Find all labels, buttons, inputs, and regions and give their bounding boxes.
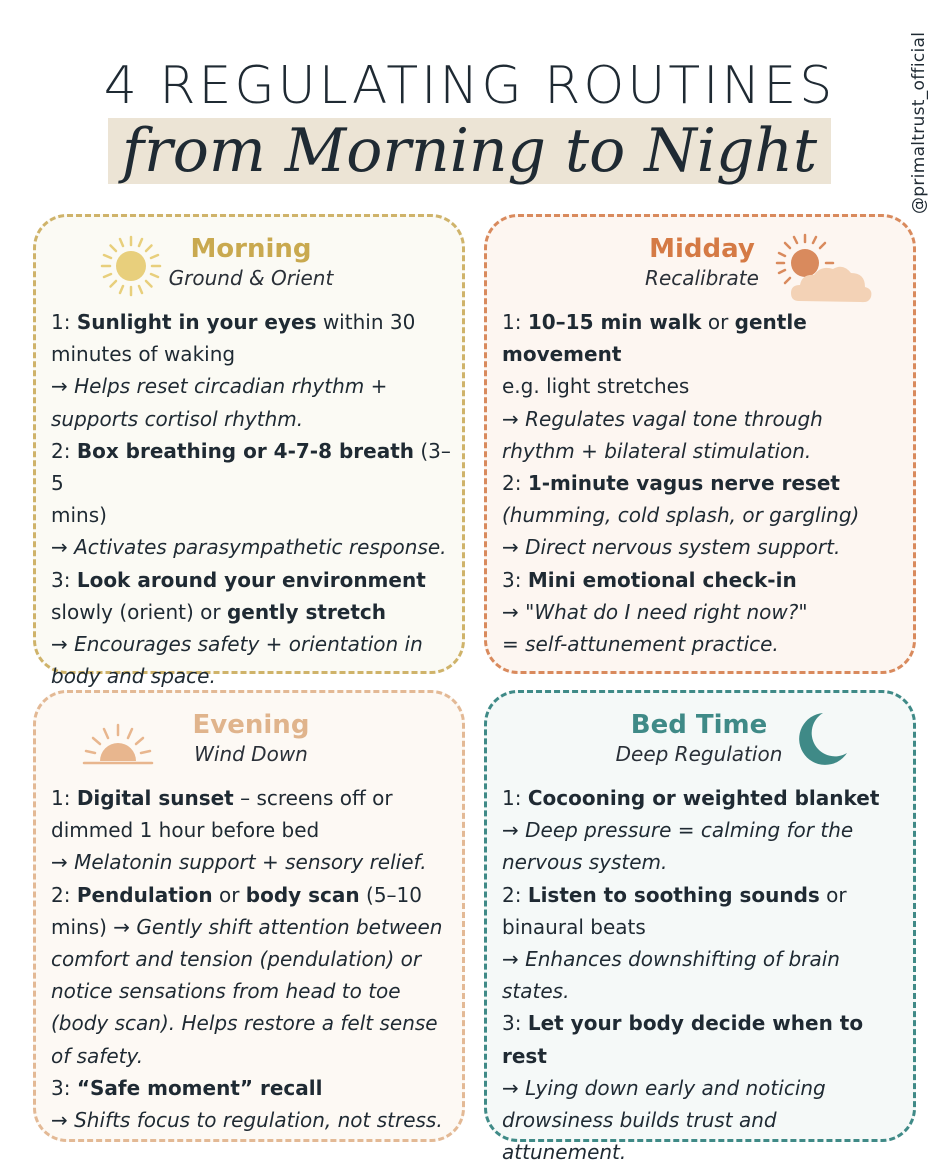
title-line-2-wrap bbox=[0, 118, 939, 184]
handle-text: @primaltrust_official bbox=[909, 31, 929, 214]
bedtime-title: Bed Time bbox=[630, 710, 768, 740]
title-line-2: from Morning to Night bbox=[108, 118, 831, 184]
bedtime-list bbox=[502, 782, 905, 1168]
evening-list bbox=[51, 782, 454, 1136]
list-line: dimmed 1 hour before bed bbox=[51, 818, 320, 843]
list-line: → "What do I need right now?" bbox=[502, 599, 808, 624]
card-midday bbox=[484, 214, 916, 674]
title-line-1: 4 REGULATING ROUTINES bbox=[103, 56, 836, 116]
list-line: (body scan). Helps restore a felt sense bbox=[51, 1011, 438, 1036]
list-line: 1: Digital sunset – screens off or bbox=[51, 786, 393, 810]
list-line: notice sensations from head to toe bbox=[51, 979, 401, 1004]
list-line: → Shifts focus to regulation, not stress. bbox=[51, 1108, 443, 1133]
list-line: → Direct nervous system support. bbox=[502, 535, 841, 560]
list-line: e.g. light stretches bbox=[502, 374, 690, 399]
list-line: nervous system. bbox=[502, 850, 668, 875]
sun-icon bbox=[98, 233, 164, 299]
list-line: drowsiness builds trust and bbox=[502, 1108, 777, 1133]
list-line: states. bbox=[502, 979, 570, 1004]
list-line: supports cortisol rhythm. bbox=[51, 406, 304, 431]
list-line: 2: 1-minute vagus nerve reset bbox=[502, 471, 840, 496]
card-bedtime bbox=[484, 690, 916, 1165]
list-line: → Deep pressure = calming for the bbox=[502, 818, 854, 843]
card-morning bbox=[33, 214, 465, 689]
list-line: (humming, cold splash, or gargling) bbox=[502, 503, 860, 528]
midday-header bbox=[627, 233, 777, 291]
evening-title: Evening bbox=[192, 710, 310, 740]
evening-subtitle: Wind Down bbox=[194, 742, 308, 766]
bedtime-subtitle: Deep Regulation bbox=[615, 742, 783, 766]
list-line: → Helps reset circadian rhythm + bbox=[51, 374, 388, 399]
midday-title: Midday bbox=[649, 234, 755, 264]
list-line: = self-attunement practice. bbox=[502, 632, 779, 657]
bedtime-header bbox=[599, 709, 799, 767]
morning-title: Morning bbox=[190, 234, 312, 264]
list-line: of safety. bbox=[51, 1043, 144, 1068]
midday-subtitle: Recalibrate bbox=[645, 266, 759, 290]
sun-cloud-icon bbox=[769, 229, 881, 309]
card-evening bbox=[33, 690, 465, 1142]
list-line: binaural beats bbox=[502, 914, 646, 939]
list-line: → Enhances downshifting of brain bbox=[502, 947, 840, 972]
midday-list bbox=[502, 306, 905, 660]
list-line: 2: Box breathing or 4-7-8 breath (3–5 bbox=[51, 438, 451, 496]
list-line: → Activates parasympathetic response. bbox=[51, 535, 447, 560]
list-line: → Encourages safety + orientation in bbox=[51, 632, 423, 657]
list-line: 1: 10–15 min walk or gentle movement bbox=[502, 310, 807, 367]
list-line: rhythm + bilateral stimulation. bbox=[502, 438, 812, 463]
list-line: 2: Pendulation or body scan (5–10 bbox=[51, 882, 422, 907]
list-line: comfort and tension (pendulation) or bbox=[51, 947, 422, 972]
list-line: 2: Listen to soothing sounds or bbox=[502, 882, 847, 907]
list-line: 3: Mini emotional check-in bbox=[502, 567, 797, 592]
list-line: mins) → Gently shift attention between bbox=[51, 914, 443, 939]
list-line: 3: “Safe moment” recall bbox=[51, 1075, 323, 1100]
list-line: → Lying down early and noticing bbox=[502, 1075, 826, 1100]
sunset-icon bbox=[82, 721, 154, 767]
moon-icon bbox=[793, 709, 849, 769]
morning-header bbox=[156, 233, 346, 291]
list-line: attunement. bbox=[502, 1140, 627, 1165]
morning-subtitle: Ground & Orient bbox=[168, 266, 334, 290]
list-line: → Regulates vagal tone through bbox=[502, 406, 823, 431]
list-line: body and space. bbox=[51, 664, 216, 689]
list-line: 1: Sunlight in your eyes within 30 bbox=[51, 310, 416, 334]
list-line: slowly (orient) or gently stretch bbox=[51, 599, 387, 624]
list-line: mins) bbox=[51, 503, 107, 528]
list-line: 1: Cocooning or weighted blanket bbox=[502, 786, 880, 810]
list-line: → Melatonin support + sensory relief. bbox=[51, 850, 427, 875]
morning-list bbox=[51, 306, 454, 692]
evening-header bbox=[176, 709, 326, 767]
list-line: minutes of waking bbox=[51, 342, 236, 367]
list-line: 3: Let your body decide when to rest bbox=[502, 1011, 864, 1068]
list-line: 3: Look around your environment bbox=[51, 567, 426, 592]
